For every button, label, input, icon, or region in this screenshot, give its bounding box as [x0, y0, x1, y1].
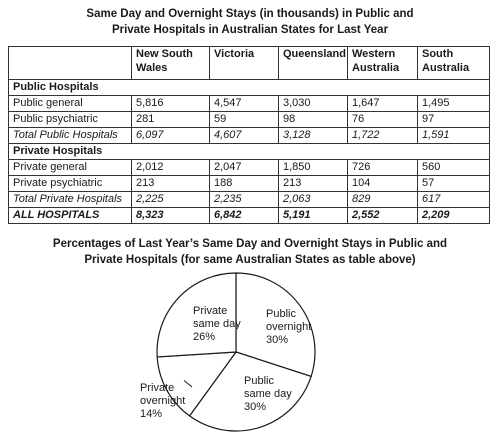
pie-title-line: Percentages of Last Year’s Same Day and Overnight Stays in Public and	[52, 238, 448, 250]
row-label: Public psychiatric	[9, 112, 132, 128]
table-cell: 1,495	[418, 96, 490, 112]
table-cell: 1,722	[348, 128, 418, 144]
section-label: Private Hospitals	[9, 144, 490, 160]
table-cell: 2,063	[279, 192, 348, 208]
pie-title-line: Private Hospitals (for same Australian States as table above)	[84, 254, 416, 266]
row-label: Private psychiatric	[9, 176, 132, 192]
table-cell: 57	[418, 176, 490, 192]
table-cell: 3,128	[279, 128, 348, 144]
table-cell: 59	[210, 112, 279, 128]
row-label: Total Private Hospitals	[9, 192, 132, 208]
table-title-line: Same Day and Overnight Stays (in thousands) in Public and	[86, 8, 414, 20]
table-cell: 560	[418, 160, 490, 176]
table-cell: 1,850	[279, 160, 348, 176]
column-header: Queensland	[279, 47, 348, 80]
table-cell: 8,323	[132, 208, 210, 224]
table-cell: 281	[132, 112, 210, 128]
table-cell: 1,647	[348, 96, 418, 112]
table-cell: 2,225	[132, 192, 210, 208]
slice-label: Public same day 30%	[244, 375, 292, 413]
table-cell: 829	[348, 192, 418, 208]
column-header: Victoria	[210, 47, 279, 80]
table-title-line: Private Hospitals in Australian States for Last Year	[111, 24, 389, 36]
table-cell: 6,842	[210, 208, 279, 224]
table-cell: 213	[132, 176, 210, 192]
row-label: Total Public Hospitals	[9, 128, 132, 144]
slice-label: Public overnight 30%	[266, 308, 312, 346]
table-cell: 104	[348, 176, 418, 192]
table-cell: 4,607	[210, 128, 279, 144]
table-cell: 4,547	[210, 96, 279, 112]
table-cell: 726	[348, 160, 418, 176]
column-header: Western Australia	[348, 47, 418, 80]
table-cell: 5,191	[279, 208, 348, 224]
table-cell: 3,030	[279, 96, 348, 112]
column-header: South Australia	[418, 47, 490, 80]
table-cell: 97	[418, 112, 490, 128]
section-label: Public Hospitals	[9, 80, 490, 96]
column-header: New South Wales	[132, 47, 210, 80]
row-label: Public general	[9, 96, 132, 112]
table-cell: 2,235	[210, 192, 279, 208]
row-label: ALL HOSPITALS	[9, 208, 132, 224]
table-cell: 1,591	[418, 128, 490, 144]
slice-label: Private overnight 14%	[140, 382, 186, 420]
table-cell: 2,047	[210, 160, 279, 176]
table-cell: 98	[279, 112, 348, 128]
table-cell: 76	[348, 112, 418, 128]
table-cell: 6,097	[132, 128, 210, 144]
table-cell: 213	[279, 176, 348, 192]
table-cell: 2,012	[132, 160, 210, 176]
slice-label: Private same day 26%	[193, 305, 241, 343]
table-cell: 617	[418, 192, 490, 208]
table-cell: 2,209	[418, 208, 490, 224]
row-label: Private general	[9, 160, 132, 176]
table-cell: 2,552	[348, 208, 418, 224]
table-cell: 188	[210, 176, 279, 192]
table-cell: 5,816	[132, 96, 210, 112]
